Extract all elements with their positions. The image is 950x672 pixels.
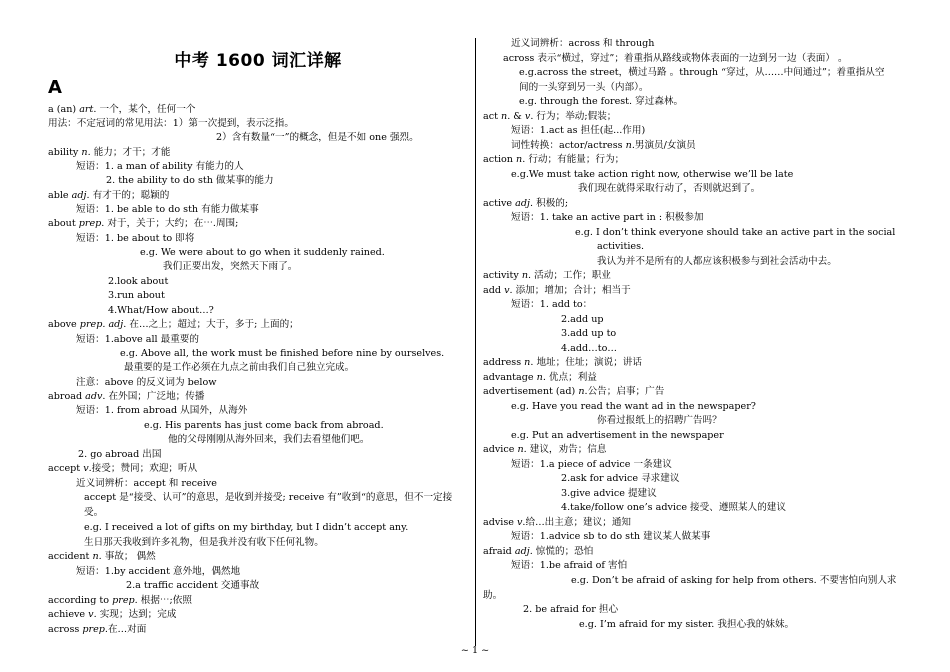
entry-line [519,96,683,108]
entry-line [163,261,297,273]
entry-text: e.g. Above all, the work must be finished before nine by ourselves. [120,348,445,359]
entry-line [483,198,568,210]
entry-line [120,348,444,360]
entry-text: 3.add up to [561,328,617,339]
entry-text: 短语：1.be afraid of 害怕 [511,560,628,571]
entry-line [511,125,645,137]
entry-text: .男演员/女演员 [631,140,696,151]
part-of-speech: n [517,444,524,455]
entry-line [511,169,793,181]
part-of-speech: n [92,551,99,562]
entry-text: e.g.across the street，横过马路 。through “穿过，从……中间通过”；着重指从空 [519,67,885,78]
entry-text: . 积极的; [530,198,569,209]
entry-line [483,154,624,166]
entry-text: afraid [483,546,515,557]
entry-line [76,377,216,389]
entry-line [483,444,607,456]
entry-text: activities. [597,241,645,252]
entry-line [483,357,642,369]
entry-text: 间的一头穿到另一头（内部）。 [519,82,649,93]
entry-text: e.g. Have you read the want ad in the newspaper? [511,401,756,412]
entry-text: 2.add up [561,314,604,325]
entry-line [76,161,244,173]
entry-text: 你看过报纸上的招聘广告吗？ [597,415,722,426]
entry-text: 短语：1.a piece of advice 一条建议 [511,459,672,470]
entry-text: 短语：1. from abroad 从国外，从海外 [76,405,248,416]
entry-text: 短语：1. take an active part in : 积极参加 [511,212,704,223]
entry-text: 2. the ability to do sth 做某事的能力 [106,175,274,186]
entry-line [126,580,259,592]
entry-line [483,372,597,384]
entry-line [511,560,627,572]
entry-line [579,619,794,631]
part-of-speech: n [501,111,508,122]
entry-text: . 在外国；广泛地；传播 [102,391,205,402]
entry-text: act [483,111,501,122]
entry-line [84,522,408,534]
entry-line [575,227,895,239]
entry-text: 短语：1.above all 最重要的 [76,334,199,345]
entry-text: e.g. His parents has just come back from abroad. [144,420,384,431]
entry-text: activity [483,270,522,281]
entry-text: 词性转换：actor/actress [511,140,626,151]
page-number: ~ 1 ~ [460,645,490,656]
entry-line [48,147,170,159]
entry-text: 用法：不定冠词的常见用法：1）第一次提到，表示泛指。 [48,118,294,129]
entry-paragraph: accept 是“接受、认可”的意思，是收到并接受; receive 有”收到“的意思，但不一定接受。 [84,492,453,518]
entry-text: .接受；赞同；欢迎；听从 [88,463,198,474]
entry-line [48,551,156,563]
entry-line [511,531,710,543]
entry-text: . & [507,111,525,122]
entry-line [511,299,592,311]
entry-text: about [48,218,79,229]
entry-text: 近义词辨析：across 和 through [511,38,655,49]
entry-line [511,430,724,442]
entry-line [76,566,240,578]
entry-text: add [483,285,505,296]
entry-text: ability [48,147,82,158]
entry-text: according to [48,595,113,606]
entry-text: .公告；启事；广告 [584,386,665,397]
entry-text: . 行动；有能量；行为； [522,154,625,165]
entry-text: . 能力；才干；才能 [87,147,171,158]
part-of-speech: v [504,285,510,296]
part-of-speech: v [517,517,523,528]
part-of-speech: prep [78,218,102,229]
page-title: 中考 1600 词汇详解 [174,51,342,71]
entry-line [511,459,672,471]
entry-text: 2. be afraid for 担心 [523,604,619,615]
entry-line [483,386,664,398]
entry-text: . 行为；举动;假装； [530,111,617,122]
entry-text: 4.take/follow one’s advice 接受、遵照某人的建议 [561,502,786,513]
part-of-speech: v [524,111,531,122]
entry-line [124,362,354,374]
entry-text: 我们正要出发，突然天下雨了。 [163,261,298,272]
entry-text: . 根据⋯;依照 [134,595,192,606]
entry-text: 近义词辨析：accept 和 receive [76,478,217,489]
entry-text: e.g.We must take action right now, otherwise we’ll be late [511,169,794,180]
entry-text: advantage [483,372,537,383]
part-of-speech: n [625,140,632,151]
entry-line [48,391,204,403]
entry-text: . 一个，某个，任何一个 [93,104,196,115]
entry-line [48,319,299,331]
entry-text: . 活动；工作；职业 [528,270,611,281]
entry-text: advise [483,517,517,528]
part-of-speech: n [81,147,88,158]
entry-text: e.g. through the forest. 穿过森林。 [519,96,684,107]
part-of-speech: n [536,372,543,383]
entry-text: across [48,624,83,635]
entry-text: 短语：1.advice sb to do sth 建议某人做某事 [511,531,711,542]
entry-text: . 优点；利益 [542,372,597,383]
entry-line [48,218,238,230]
entry-text: . 实现；达到；完成 [93,609,177,620]
entry-text: e.g. We were about to go when it suddenly rained. [140,247,385,258]
entry-line [561,328,616,340]
entry-text: advice [483,444,518,455]
entry-text: e.g. I’m afraid for my sister. 我担心我的妹妹。 [579,619,795,630]
entry-line [48,190,169,202]
entry-line [483,285,631,297]
entry-line [108,305,214,317]
entry-text: 我认为并不是所有的人都应该积极参与到社会活动中去。 [597,256,837,267]
entry-text: . 惊慌的；恐怕 [529,546,594,557]
entry-text: 短语：1. be about to 即将 [76,233,195,244]
entry-line [108,290,165,302]
entry-text: 2.look about [108,276,169,287]
entry-text: . 在…之上；超过；大于，多于; 上面的； [123,319,299,330]
entry-text: 生日那天我收到许多礼物，但是我并没有收下任何礼物。 [84,537,324,548]
entry-text: . 地址；住址；演说；讲话 [530,357,642,368]
entry-text: 4.add…to… [561,343,617,354]
section-letter: A [48,77,62,98]
entry-line [519,67,884,79]
entry-text: abroad [48,391,86,402]
entry-text: active [483,198,516,209]
entry-line [483,517,631,529]
entry-paragraph: e.g. Don’t be afraid of asking for help from others. 不要害怕向别人求助。 [483,575,897,601]
entry-text: 3.give advice 提建议 [561,488,657,499]
entry-line [511,401,756,413]
entry-text: action [483,154,517,165]
column-divider [475,38,476,646]
entry-line [483,270,611,282]
entry-text: e.g. Put an advertisement in the newspaper [511,430,724,441]
entry-text: 我们现在就得采取行动了，否则就迟到了。 [578,183,761,194]
entry-line [48,609,176,621]
entry-line [561,502,786,514]
entry-text: 2.a traffic accident 交通事故 [126,580,260,591]
entry-text: e.g. I don’t think everyone should take an active part in the social [575,227,896,238]
entry-line [48,463,197,475]
entry-line [519,82,649,94]
entry-line [108,276,168,288]
entry-text: 2.ask for advice 寻求建议 [561,473,680,484]
entry-text: . 对于，关于；大约；在⋯.周围; [101,218,239,229]
entry-text: able [48,190,72,201]
entry-text: above [48,319,80,330]
entry-text: e.g. I received a lot of gifts on my birthday, but I didn’t accept any. [84,522,409,533]
entry-text: address [483,357,525,368]
entry-text: accident [48,551,93,562]
entry-line [597,415,722,427]
part-of-speech: prep [82,624,105,635]
entry-text: . 建议，劝告；信息 [523,444,607,455]
entry-line [76,233,194,245]
part-of-speech: adv [85,391,103,402]
entry-text: advertisement (ad) [483,386,579,397]
entry-text: 短语：1.act as 担任(起...作用) [511,125,646,136]
entry-line [578,183,760,195]
entry-text: 4.What/How about…? [108,305,214,316]
part-of-speech: n [524,357,531,368]
entry-line [140,247,385,259]
part-of-speech: adj [71,190,87,201]
entry-line [76,478,217,490]
entry-text: 3.run about [108,290,165,301]
entry-text: 短语：1. add to： [511,299,593,310]
part-of-speech: adj [514,546,530,557]
entry-line [76,334,199,346]
entry-line [76,405,247,417]
entry-line [561,343,617,355]
entry-line [511,212,704,224]
entry-text: .给…出主意；建议；通知 [522,517,632,528]
entry-text: across 表示“横过，穿过”；着重指从路线或物体表面的一边到另一边（表面） 。 [503,53,848,64]
entry-line [523,604,618,616]
entry-line [48,595,192,607]
entry-text: 最重要的是工作必须在九点之前由我们自己独立完成。 [124,362,355,373]
entry-text: . 事故； 偶然 [98,551,156,562]
entry-text: 注意：above 的反义词为 below [76,377,217,388]
entry-line [503,53,848,65]
entry-text: . 有才干的；聪颖的 [86,190,170,201]
part-of-speech: v [88,609,94,620]
entry-text: . 添加；增加；合计；相当于 [509,285,631,296]
part-of-speech: adj [515,198,531,209]
entry-text: 2. go abroad 出国 [78,449,162,460]
entry-line [561,473,679,485]
entry-line [597,241,644,253]
entry-line [511,38,654,50]
entry-text: achieve [48,609,89,620]
entry-text: 短语：1.by accident 意外地，偶然地 [76,566,241,577]
part-of-speech: v [83,463,89,474]
entry-line [144,420,384,432]
entry-text: accept [48,463,84,474]
entry-line [48,624,146,636]
part-of-speech: n [578,386,585,397]
part-of-speech: prep [112,595,135,606]
part-of-speech: n [521,270,529,281]
entry-text: 2）含有数量“一”的概念，但是不如 one 强烈。 [216,132,419,143]
entry-line [76,204,259,216]
entry-line [483,546,593,558]
entry-text: 短语：1. be able to do sth 有能力做某事 [76,204,259,215]
entry-text: a (an) [48,104,80,115]
entry-text: .在…对面 [104,624,147,635]
entry-text: 他的父母刚刚从海外回来，我们去看望他们吧。 [168,434,370,445]
part-of-speech: art [79,104,94,115]
entry-line [84,537,324,549]
part-of-speech: n [516,154,523,165]
entry-line [511,140,696,152]
entry-line [48,104,195,116]
entry-line [48,118,294,130]
entry-line [561,314,604,326]
entry-line [561,488,657,500]
entry-line [168,434,369,446]
part-of-speech: prep. adj [79,319,124,330]
entry-line [483,111,616,123]
entry-line [78,449,162,461]
entry-line [216,132,419,144]
entry-text: 短语：1. a man of ability 有能力的人 [76,161,244,172]
entry-line [106,175,274,187]
entry-line [597,256,837,268]
